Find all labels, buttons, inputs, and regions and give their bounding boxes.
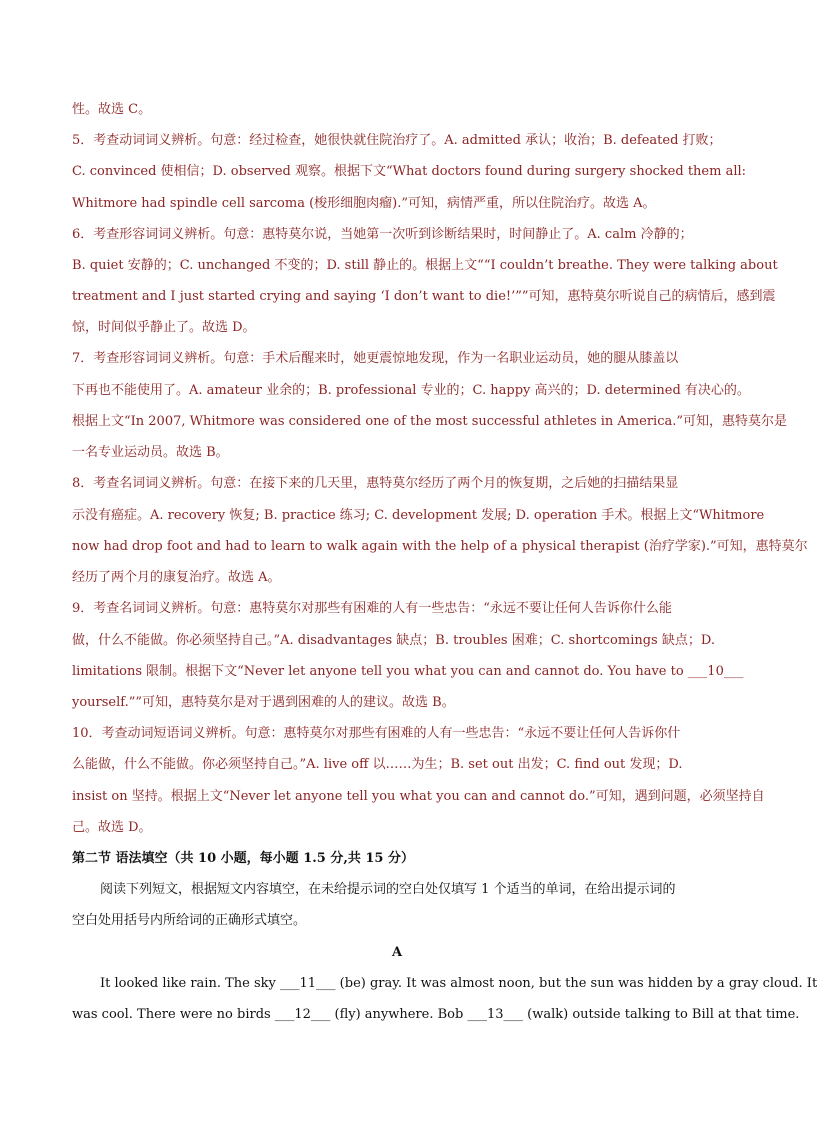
explanation-line: 惊，时间似乎静止了。故选 D。 — [72, 320, 256, 335]
explanation-line: B. quiet 安静的；C. unchanged 不变的；D. still 静止的。根据上文““I couldn’t breathe. They were talking about — [72, 258, 778, 273]
explanation-line: 一名专业运动员。故选 B。 — [72, 445, 229, 460]
passage-label: A — [391, 945, 403, 960]
explanation-line: 根据上文“In 2007, Whitmore was considered one of the most successful athletes in America.”可知，惠特莫尔是 — [72, 414, 788, 429]
explanation-line: 5．考查动词词义辨析。句意：经过检查，她很快就住院治疗了。A. admitted 承认；收治；B. defeated 打败； — [72, 133, 722, 148]
explanation-line: 10．考查动词短语词义辨析。句意：惠特莫尔对那些有困难的人有一些忠告：“永远不要让任何人告诉你什 — [72, 726, 681, 741]
explanation-line: yourself.””可知，惠特莫尔是对于遇到困难的人的建议。故选 B。 — [72, 695, 455, 710]
explanation-line: C. convinced 使相信；D. observed 观察。根据下文“What doctors found during surgery shocked them all: — [72, 164, 747, 179]
instruction-line: 空白处用括号内所给词的正确形式填空。 — [72, 913, 307, 928]
explanation-line: 做，什么不能做。你必须坚持自己。”A. disadvantages 缺点；B. troubles 困难；C. shortcomings 缺点；D. — [72, 633, 715, 648]
explanation-line: 示没有癌症。A. recovery 恢复; B. practice 练习; C. development 发展; D. operation 手术。根据上文“Whitmore — [72, 508, 765, 523]
explanation-line: Whitmore had spindle cell sarcoma (梭形细胞肉瘤).”可知，病情严重，所以住院治疗。故选 A。 — [72, 196, 656, 211]
explanation-line: 6．考查形容词词义辨析。句意：惠特莫尔说，当她第一次听到诊断结果时，时间静止了。A. calm 冷静的； — [72, 227, 693, 242]
explanation-line: 7．考查形容词词义辨析。句意：手术后醒来时，她更震惊地发现，作为一名职业运动员，她的腿从膝盖以 — [72, 351, 679, 366]
explanation-line: limitations 限制。根据下文“Never let anyone tell you what you can and cannot do. You have to ___10___ — [72, 664, 744, 679]
section-heading: 第二节 语法填空（共 10 小题，每小题 1.5 分,共 15 分） — [72, 851, 415, 866]
explanation-line: 经历了两个月的康复治疗。故选 A。 — [72, 570, 281, 585]
explanation-line: 8．考查名词词义辨析。句意：在接下来的几天里，惠特莫尔经历了两个月的恢复期，之后她的扫描结果显 — [72, 476, 679, 491]
explanation-line: 下再也不能使用了。A. amateur 业余的；B. professional 专业的；C. happy 高兴的；D. determined 有决心的。 — [72, 383, 750, 398]
explanation-line: now had drop foot and had to learn to walk again with the help of a physical therapist (治疗学家).”可知，惠特莫尔 — [72, 539, 808, 554]
explanation-line: 么能做，什么不能做。你必须坚持自己。”A. live off 以……为生；B. set out 出发；C. find out 发现；D. — [72, 757, 683, 772]
passage-line: was cool. There were no birds ___12___ (fly) anywhere. Bob ___13___ (walk) outside talking to Bill at that time. — [72, 1007, 800, 1022]
instruction-line: 阅读下列短文，根据短文内容填空，在未给提示词的空白处仅填写 1 个适当的单词，在给出提示词的 — [100, 882, 676, 897]
passage-line: It looked like rain. The sky ___11___ (be) gray. It was almost noon, but the sun was hidden by a gray cloud. It — [100, 976, 817, 991]
explanation-line: insist on 坚持。根据上文“Never let anyone tell you what you can and cannot do.”可知，遇到问题，必须坚持自 — [72, 789, 765, 804]
explanation-line: 9．考查名词词义辨析。句意：惠特莫尔对那些有困难的人有一些忠告：“永远不要让任何人告诉你什么能 — [72, 601, 672, 616]
explanation-line: treatment and I just started crying and saying ‘I don’t want to die!’””可知，惠特莫尔听说自己的病情后，感到震 — [72, 289, 776, 304]
explanation-line: 己。故选 D。 — [72, 820, 152, 835]
explanation-line: 性。故选 C。 — [72, 102, 152, 117]
